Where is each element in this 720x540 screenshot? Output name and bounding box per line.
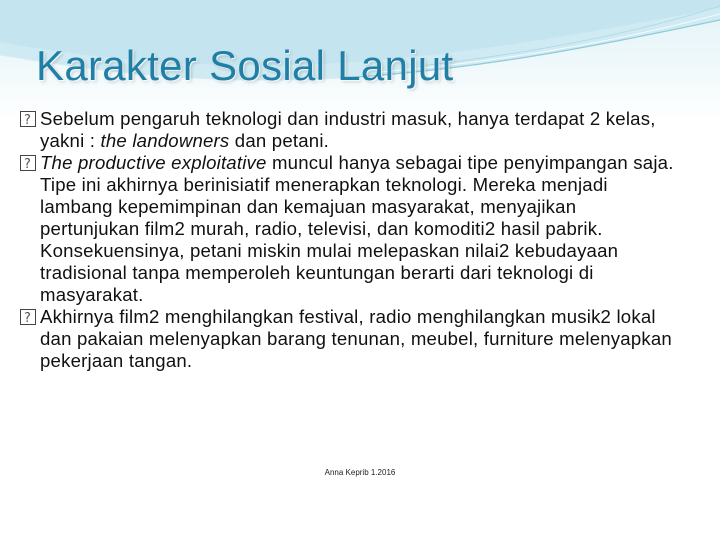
slide-footer: Anna Keprib 1.2016 (324, 468, 396, 477)
bullet-item-1 (18, 108, 678, 152)
bullet-text: Akhirnya film2 menghilangkan festival, radio menghilangkan musik2 lokal dan pakaian melenyapkan barang tenunan, meubel, furniture melenyapkan pekerjaan tangan. (40, 306, 672, 371)
bullet-list (18, 108, 678, 372)
bullet-text: Sebelum pengaruh teknologi dan industri masuk, hanya terdapat 2 kelas, yakni : the landowners dan petani. (40, 108, 656, 151)
bullet-text: The productive exploitative muncul hanya sebagai tipe penyimpangan saja. Tipe ini akhirnya berinisiatif menerapkan teknologi. Mereka menjadi lambang kepemimpinan dan kemajuan masyarakat, menyajikan pertunjukan film2 murah, radio, televisi, dan komoditi2 hasil pabrik. Konsekuensinya, petani miskin mulai melepaskan nilai2 kebudayaan tradisional tanpa memperoleh keuntungan berarti dari teknologi di masyarakat. (40, 152, 674, 305)
bullet-item-2 (18, 152, 678, 306)
bullet-box-icon (20, 155, 36, 171)
bullet-box-icon (20, 111, 36, 127)
bullet-item-3 (18, 306, 678, 372)
bullet-box-icon (20, 309, 36, 325)
slide-title: Karakter Sosial Lanjut (36, 42, 454, 89)
